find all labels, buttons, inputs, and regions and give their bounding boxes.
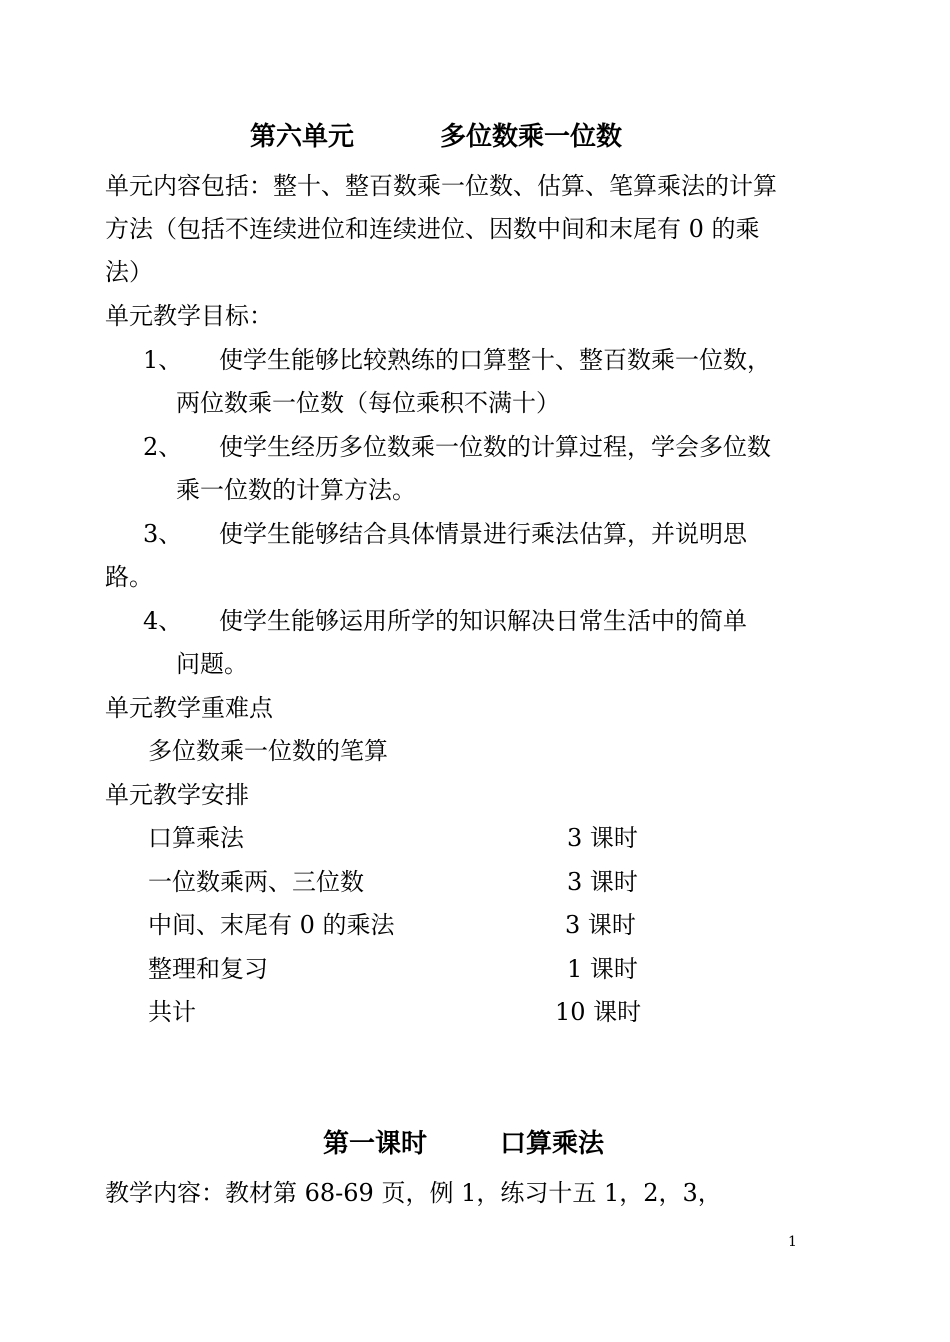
goal-3-number: 3、 [143,520,183,548]
key-points-heading: 单元教学重难点 [105,694,273,722]
goal-1-line1: 使学生能够比较熟练的口算整十、整百数乘一位数， [219,346,771,374]
page-number: 1 [788,1234,797,1250]
schedule-row-5-hours: 10 课时 [555,998,642,1026]
goal-3-line1: 使学生能够结合具体情景进行乘法估算，并说明思 [219,520,747,548]
goal-2-line2: 乘一位数的计算方法。 [176,476,416,504]
schedule-heading: 单元教学安排 [105,781,249,809]
schedule-row-5-item: 共计 [148,998,196,1026]
goals-heading: 单元教学目标： [105,302,273,330]
lesson-title-part2: 口算乘法 [500,1129,605,1159]
goal-3-line2: 路。 [105,563,153,591]
content-intro-line1: 单元内容包括：整十、整百数乘一位数、估算、笔算乘法的计算 [105,172,777,200]
goal-1-line2: 两位数乘一位数（每位乘积不满十） [176,389,560,417]
schedule-row-2-item: 一位数乘两、三位数 [148,868,364,896]
goal-4-line2: 问题。 [176,650,248,678]
schedule-row-4-hours: 1 课时 [567,955,638,983]
schedule-row-3-hours: 3 课时 [565,911,636,939]
schedule-row-2-hours: 3 课时 [567,868,638,896]
key-points-text: 多位数乘一位数的笔算 [148,737,388,765]
goal-4-line1: 使学生能够运用所学的知识解决日常生活中的简单 [219,607,747,635]
goal-2-line1: 使学生经历多位数乘一位数的计算过程，学会多位数 [219,433,771,461]
goal-1-number: 1、 [143,346,183,374]
lesson-title-part1: 第一课时 [323,1129,428,1159]
schedule-row-3-item: 中间、末尾有 0 的乘法 [148,911,395,939]
schedule-row-1-item: 口算乘法 [148,824,244,852]
unit-title-part2: 多位数乘一位数 [440,122,623,152]
unit-title-part1: 第六单元 [250,122,355,152]
content-intro-line3: 法） [105,258,153,286]
lesson-content: 教学内容：教材第 68-69 页，例 1，练习十五 1，2，3， [105,1179,722,1207]
goal-4-number: 4、 [143,607,183,635]
goal-2-number: 2、 [143,433,183,461]
schedule-row-1-hours: 3 课时 [567,824,638,852]
schedule-row-4-item: 整理和复习 [148,955,268,983]
content-intro-line2: 方法（包括不连续进位和连续进位、因数中间和末尾有 0 的乘 [105,215,760,243]
